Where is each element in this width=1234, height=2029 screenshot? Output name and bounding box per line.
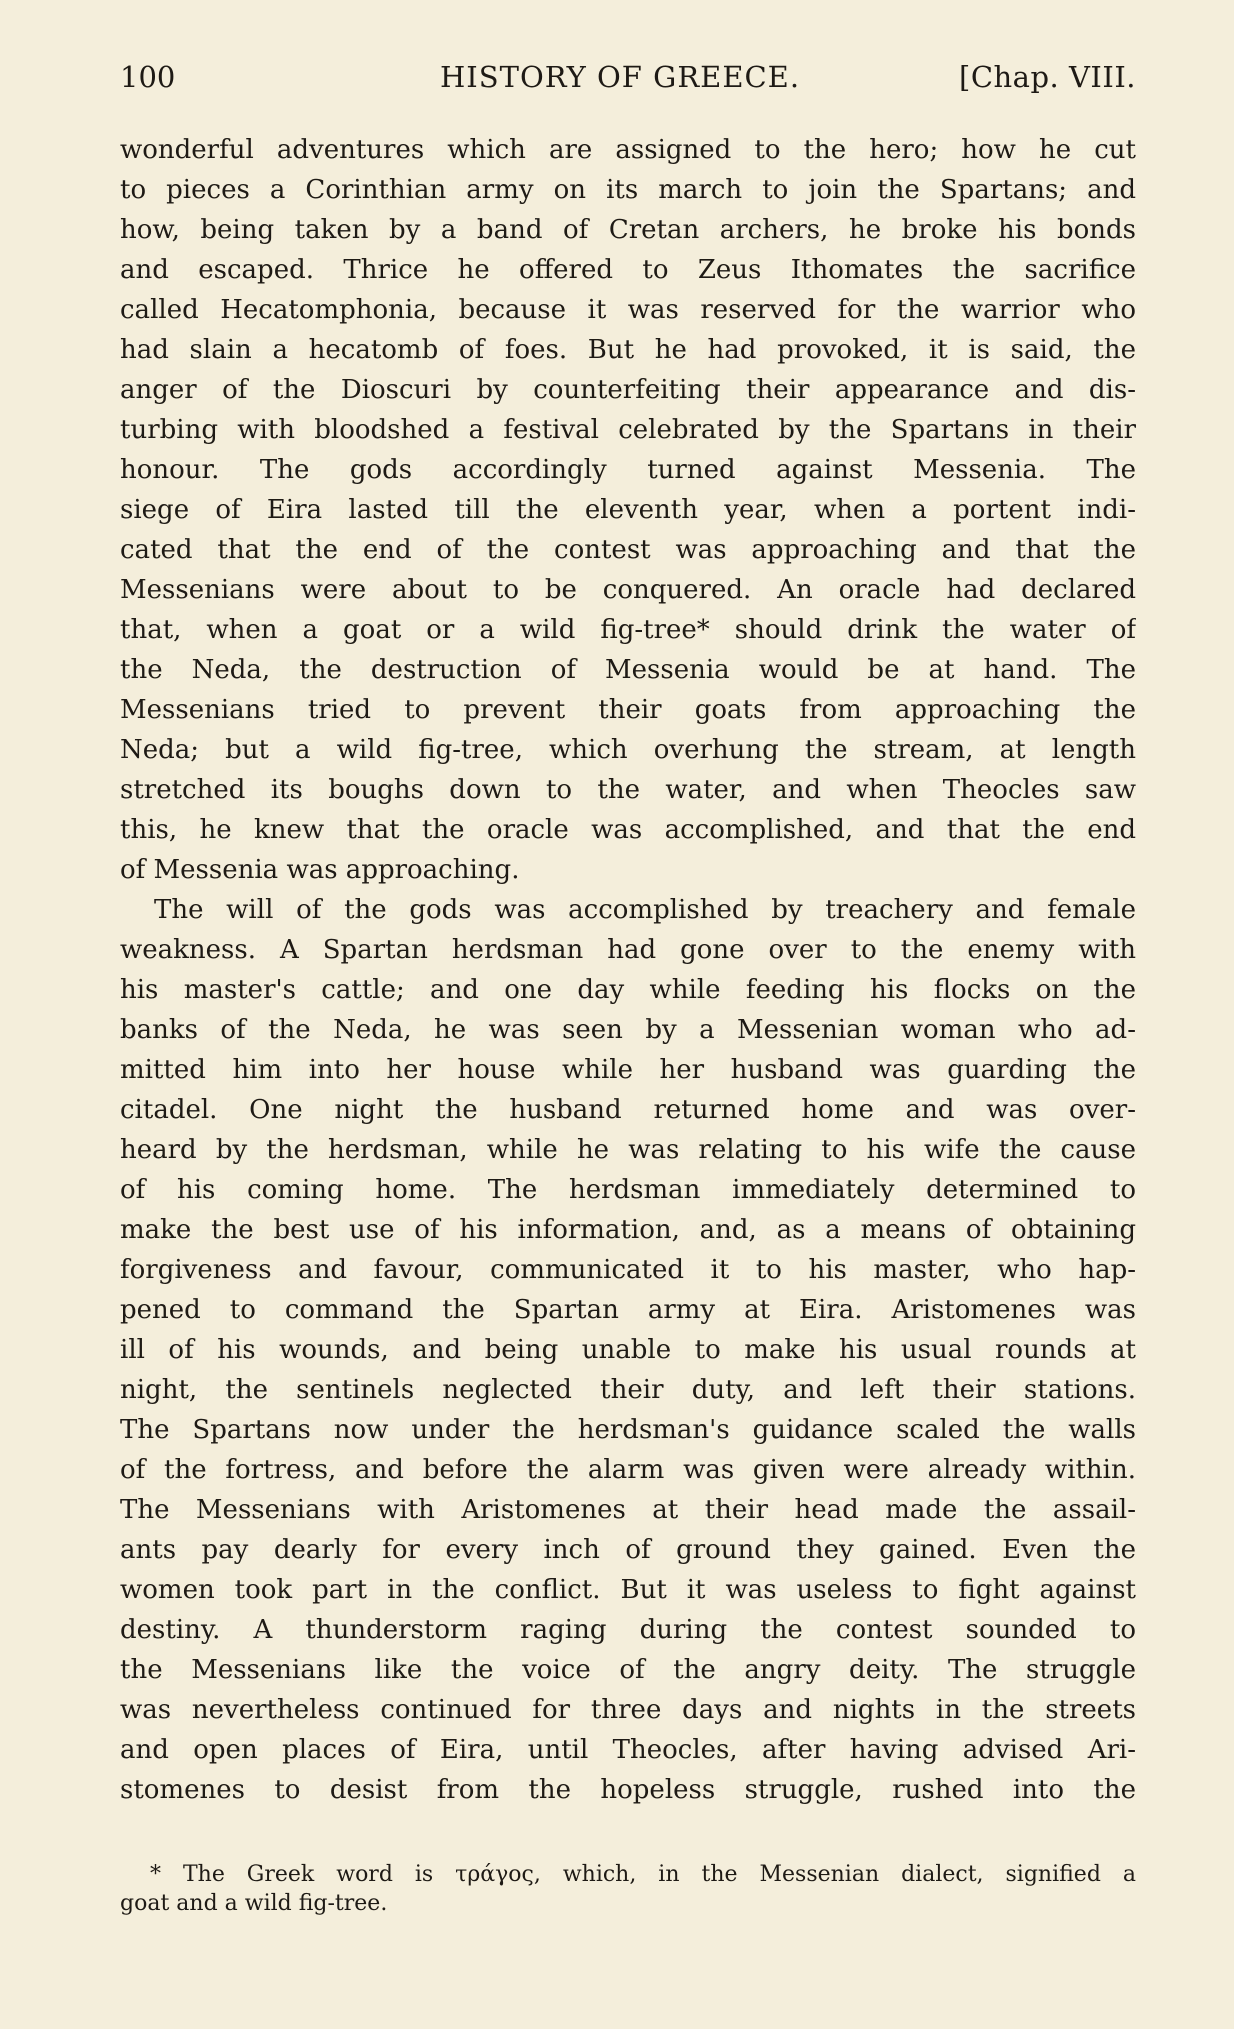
text-line: pened to command the Spartan army at Eira. Aristomenes was bbox=[120, 1295, 1136, 1325]
text-line: destiny. A thunderstorm raging during the contest sounded to bbox=[120, 1615, 1136, 1645]
text-line: Messenians tried to prevent their goats from approaching the bbox=[120, 695, 1136, 725]
text-line: weakness. A Spartan herdsman had gone over to the enemy with bbox=[120, 935, 1136, 965]
text-line: citadel. One night the husband returned home and was over- bbox=[120, 1095, 1136, 1125]
text-line: and escaped. Thrice he offered to Zeus Ithomates the sacrifice bbox=[120, 255, 1136, 285]
text-line: turbing with bloodshed a festival celebrated by the Spartans in their bbox=[120, 415, 1136, 445]
paragraph-end-line: of Messenia was approaching. bbox=[120, 855, 520, 885]
text-line: Neda; but a wild fig-tree, which overhung the stream, at length bbox=[120, 735, 1136, 765]
footnote bbox=[120, 1860, 1136, 1918]
text-line: his master's cattle; and one day while feeding his flocks on the bbox=[120, 975, 1136, 1005]
text-line: and open places of Eira, until Theocles, after having advised Ari- bbox=[120, 1735, 1136, 1765]
text-line: anger of the Dioscuri by counterfeiting their appearance and dis- bbox=[120, 375, 1136, 405]
text-line: mitted him into her house while her husband was guarding the bbox=[120, 1055, 1136, 1085]
text-line: of his coming home. The herdsman immediately determined to bbox=[120, 1175, 1136, 1205]
text-line: to pieces a Corinthian army on its march to join the Spartans; and bbox=[120, 175, 1136, 205]
text-line: make the best use of his information, and, as a means of obtaining bbox=[120, 1215, 1136, 1245]
text-line: wonderful adventures which are assigned to the hero; how he cut bbox=[120, 135, 1136, 165]
text-line: honour. The gods accordingly turned against Messenia. The bbox=[120, 455, 1136, 485]
chapter-label: [Chap. VIII. bbox=[959, 60, 1136, 94]
text-line: night, the sentinels neglected their duty, and left their stations. bbox=[120, 1375, 1136, 1405]
text-line: The Messenians with Aristomenes at their head made the assail- bbox=[120, 1495, 1136, 1525]
text-line: stretched its boughs down to the water, and when Theocles saw bbox=[120, 775, 1136, 805]
text-line: that, when a goat or a wild fig-tree* should drink the water of bbox=[120, 615, 1136, 645]
text-line: the Messenians like the voice of the angry deity. The struggle bbox=[120, 1655, 1136, 1685]
text-line: heard by the herdsman, while he was relating to his wife the cause bbox=[120, 1135, 1136, 1165]
running-header bbox=[120, 60, 1136, 106]
text-line: the Neda, the destruction of Messenia would be at hand. The bbox=[120, 655, 1136, 685]
text-line: forgiveness and favour, communicated it to his master, who hap- bbox=[120, 1255, 1136, 1285]
text-line: had slain a hecatomb of foes. But he had provoked, it is said, the bbox=[120, 335, 1136, 365]
text-line: Messenians were about to be conquered. An oracle had declared bbox=[120, 575, 1136, 605]
text-line: banks of the Neda, he was seen by a Messenian woman who ad- bbox=[120, 1015, 1136, 1045]
running-title: HISTORY OF GREECE. bbox=[440, 60, 801, 94]
text-line: of the fortress, and before the alarm was given were already within. bbox=[120, 1455, 1136, 1485]
footnote-line: * The Greek word is τράγος, which, in the Messenian dialect, signified a bbox=[150, 1862, 1136, 1887]
text-line: ill of his wounds, and being unable to make his usual rounds at bbox=[120, 1335, 1136, 1365]
text-line: was nevertheless continued for three days and nights in the streets bbox=[120, 1695, 1136, 1725]
text-line: siege of Eira lasted till the eleventh year, when a portent indi- bbox=[120, 495, 1136, 525]
paragraph-start-line: The will of the gods was accomplished by treachery and female bbox=[154, 895, 1136, 925]
footnote-line: goat and a wild fig-tree. bbox=[120, 1891, 388, 1916]
text-line: this, he knew that the oracle was accomplished, and that the end bbox=[120, 815, 1136, 845]
text-line: The Spartans now under the herdsman's guidance scaled the walls bbox=[120, 1415, 1136, 1445]
text-line: ants pay dearly for every inch of ground they gained. Even the bbox=[120, 1535, 1136, 1565]
text-line: stomenes to desist from the hopeless struggle, rushed into the bbox=[120, 1775, 1136, 1805]
text-line: called Hecatomphonia, because it was reserved for the warrior who bbox=[120, 295, 1136, 325]
text-line: cated that the end of the contest was approaching and that the bbox=[120, 535, 1136, 565]
page-number: 100 bbox=[120, 60, 176, 94]
text-line: women took part in the conflict. But it was useless to fight against bbox=[120, 1575, 1136, 1605]
body-text bbox=[120, 130, 1136, 1810]
text-line: how, being taken by a band of Cretan archers, he broke his bonds bbox=[120, 215, 1136, 245]
